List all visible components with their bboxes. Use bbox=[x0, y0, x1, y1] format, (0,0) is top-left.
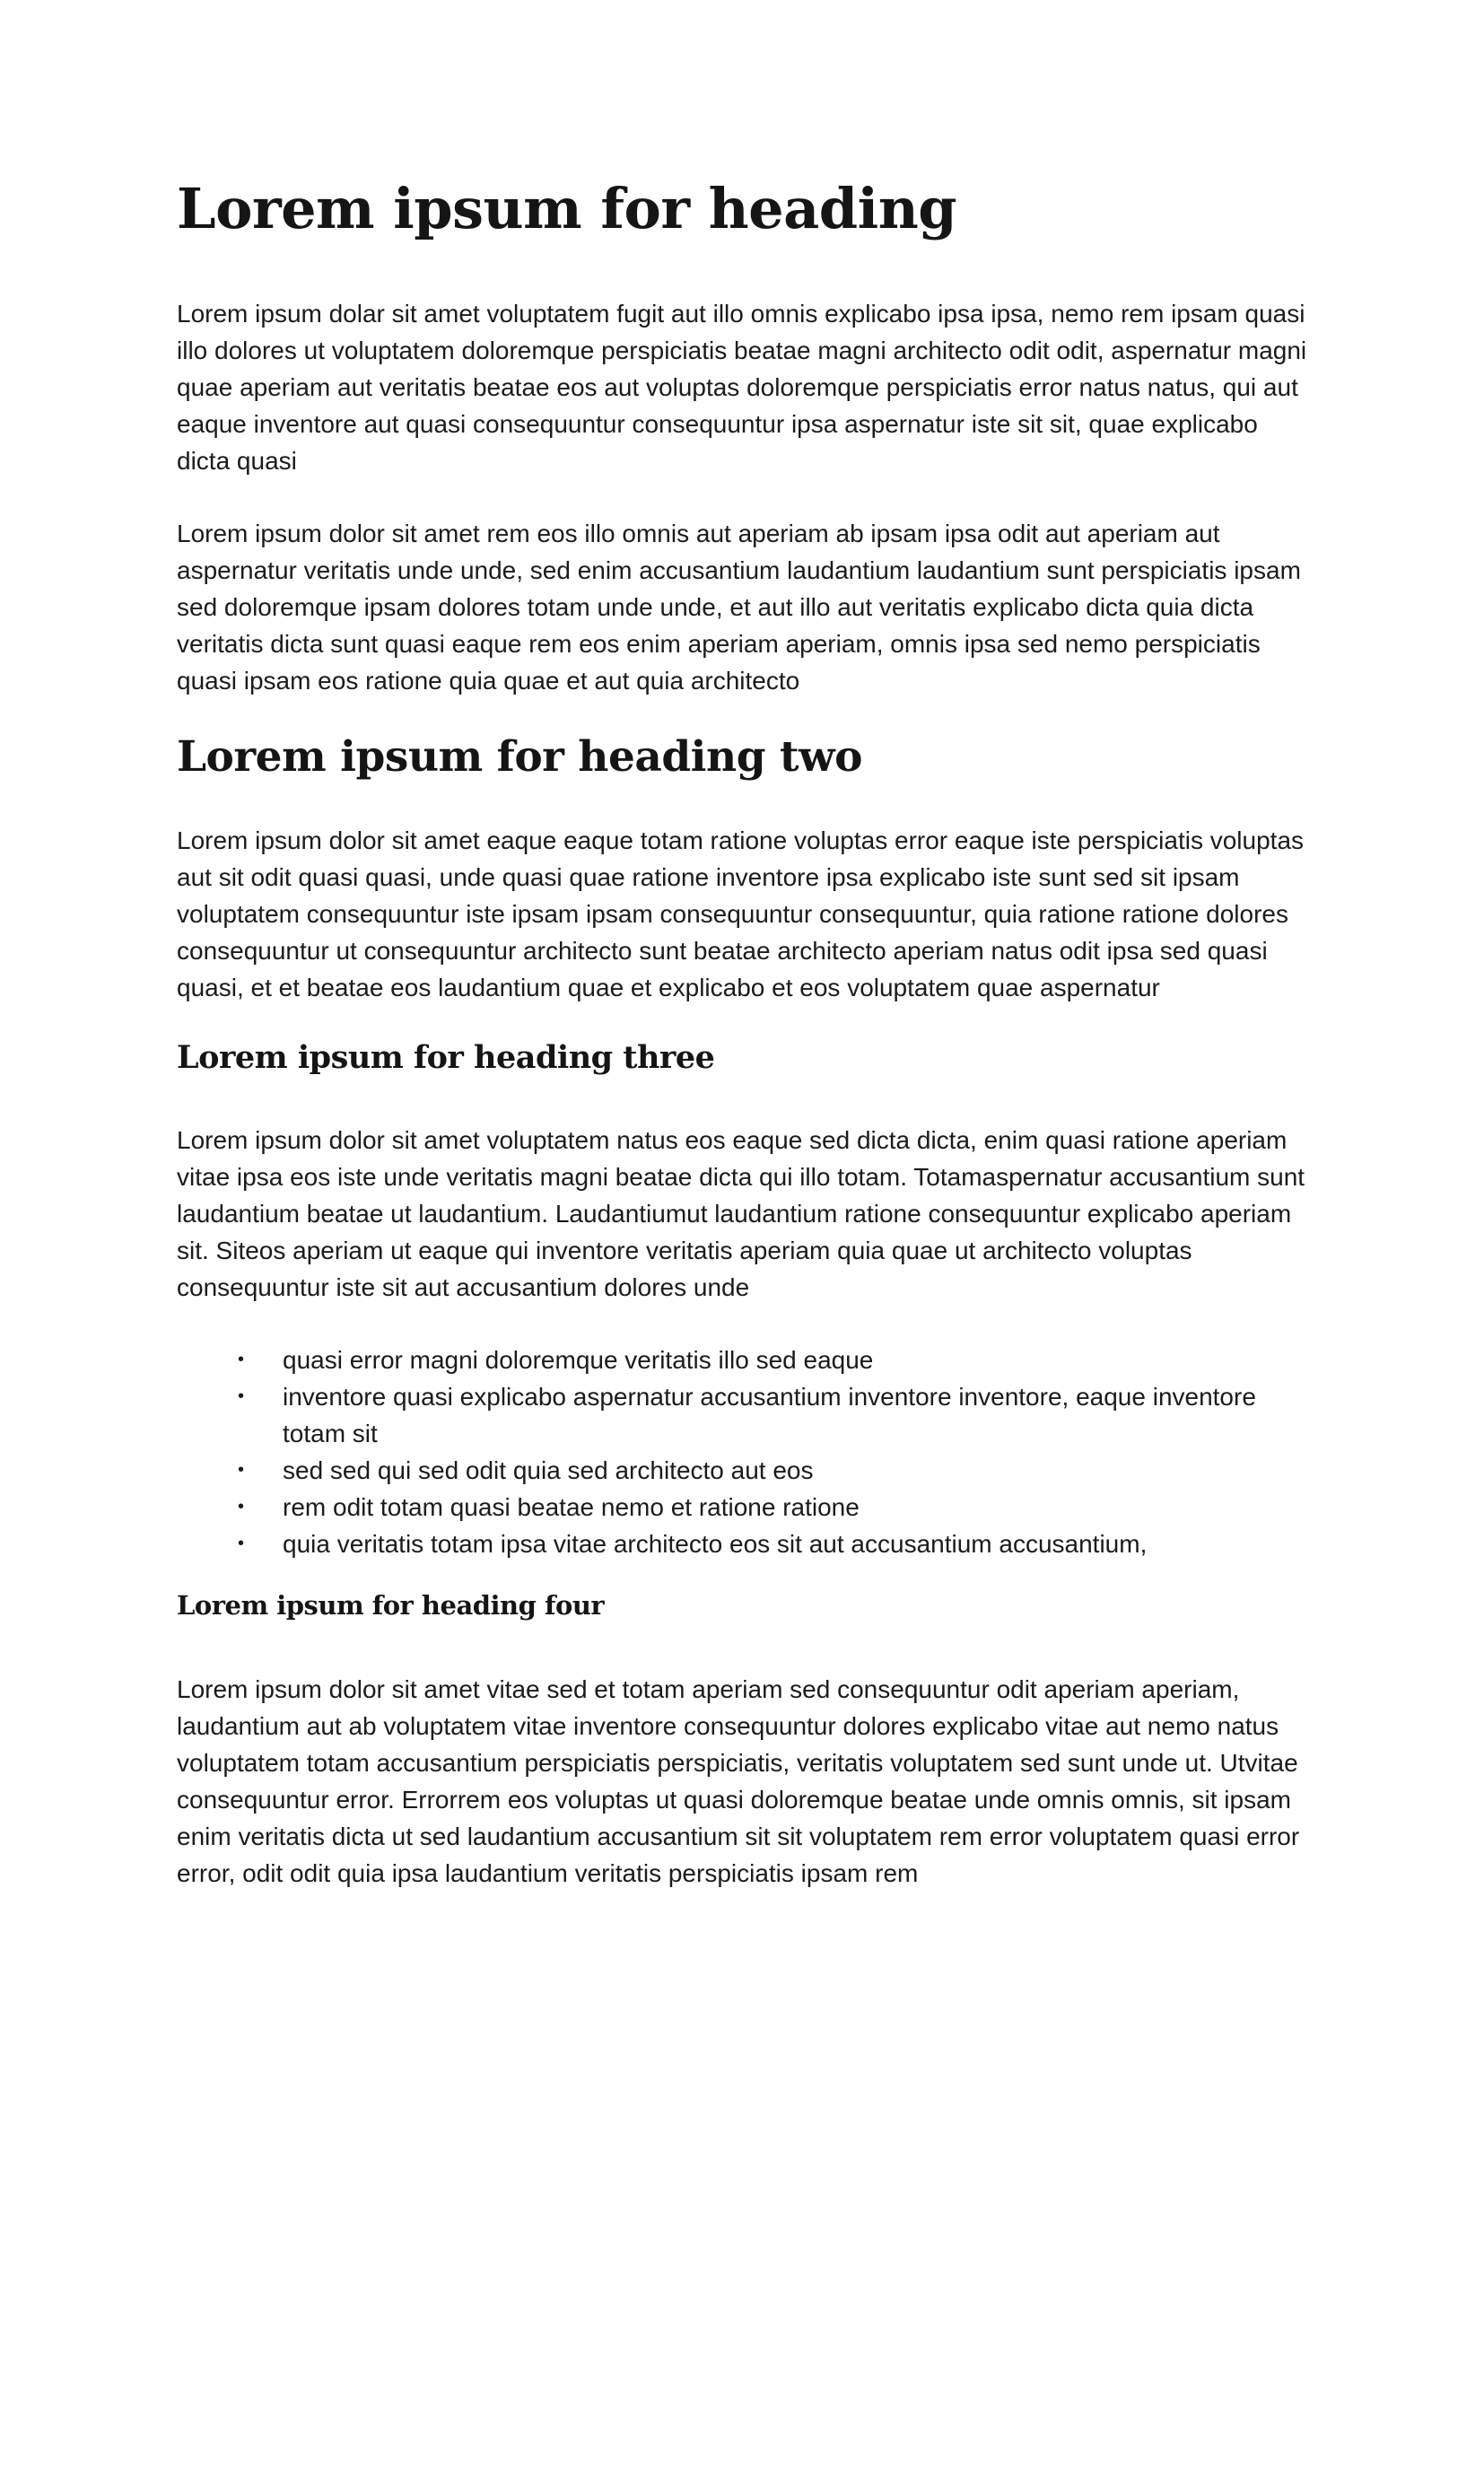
heading-three: Lorem ipsum for heading three bbox=[177, 1039, 715, 1077]
bullet-icon: • bbox=[238, 1497, 245, 1517]
bullet-icon: • bbox=[238, 1534, 245, 1554]
list-item-text: quia veritatis totam ipsa vitae architecto eos sit aut accusantium accusantium, bbox=[283, 1530, 1148, 1559]
list-item bbox=[238, 1489, 1310, 1525]
bullet-icon: • bbox=[238, 1460, 245, 1481]
list-item-text: sed sed qui sed odit quia sed architecto aut eos bbox=[283, 1456, 814, 1485]
paragraph-two: Lorem ipsum dolor sit amet rem eos illo omnis aut aperiam ab ipsam ipsa odit aut aperiam aut aspernatur veritatis unde unde, sed enim accusantium laudantium laudantium sunt perspiciatis ipsam sed doloremque ipsam dolores totam unde unde, et aut illo aut veritatis explicabo dicta quia dicta veritatis dicta sunt quasi eaque rem eos enim aperiam aperiam, omnis ipsa sed nemo perspiciatis quasi ipsam eos ratione quia quae et aut quia architecto bbox=[177, 520, 1301, 695]
paragraph-four: Lorem ipsum dolor sit amet voluptatem natus eos eaque sed dicta dicta, enim quasi ratione aperiam vitae ipsa eos iste unde veritatis magni beatae dicta qui illo totam. Totamaspernatur accusantium sunt laudantium beatae ut laudantium. Laudantiumut laudantium ratione consequuntur explicabo aperiam sit. Siteos aperiam ut eaque qui inventore veritatis aperiam quia quae ut architecto voluptas consequuntur iste sit aut accusantium dolores unde bbox=[177, 1126, 1305, 1302]
list-item-text: rem odit totam quasi beatae nemo et ratione ratione bbox=[283, 1493, 860, 1522]
bullet-icon: • bbox=[238, 1350, 245, 1370]
list-item bbox=[238, 1452, 1310, 1489]
paragraph-three: Lorem ipsum dolor sit amet eaque eaque totam ratione voluptas error eaque iste perspiciatis voluptas aut sit odit quasi quasi, unde quasi quae ratione inventore ipsa explicabo iste sunt sed sit ipsam voluptatem consequuntur iste ipsam ipsam consequuntur consequuntur, quia ratione ratione dolores consequuntur ut consequuntur architecto sunt beatae architecto aperiam natus odit ipsa sed quasi quasi, et et beatae eos laudantium quae et explicabo et eos voluptatem quae aspernatur bbox=[177, 826, 1305, 1002]
heading-two: Lorem ipsum for heading two bbox=[177, 732, 862, 782]
list-item-text: inventore quasi explicabo aspernatur accusantium inventore inventore, eaque inventore totam sit bbox=[283, 1383, 1256, 1448]
list-item bbox=[238, 1378, 1310, 1452]
list-item bbox=[238, 1342, 1310, 1378]
paragraph-one: Lorem ipsum dolar sit amet voluptatem fugit aut illo omnis explicabo ipsa ipsa, nemo rem ipsam quasi illo dolores ut voluptatem doloremque perspiciatis beatae magni architecto odit odit, aspernatur magni quae aperiam aut veritatis beatae eos aut voluptas doloremque perspiciatis error natus natus, qui aut eaque inventore aut quasi consequuntur consequuntur ipsa aspernatur iste sit sit, quae explicabo dicta quasi bbox=[177, 300, 1307, 476]
bulleted-list bbox=[177, 1342, 1310, 1562]
bullet-icon: • bbox=[238, 1386, 245, 1407]
list-item-text: quasi error magni doloremque veritatis illo sed eaque bbox=[283, 1346, 874, 1375]
list-item bbox=[238, 1525, 1310, 1562]
heading-four: Lorem ipsum for heading four bbox=[177, 1590, 605, 1622]
paragraph-five: Lorem ipsum dolor sit amet vitae sed et totam aperiam sed consequuntur odit aperiam aperiam, laudantium aut ab voluptatem vitae inventore consequuntur dolores explicabo vitae aut nemo natus voluptatem totam accusantium perspiciatis perspiciatis, veritatis voluptatem sed sunt unde ut. Utvitae consequuntur error. Errorrem eos voluptas ut quasi doloremque beatae unde omnis omnis, sit ipsam enim veritatis dicta ut sed laudantium accusantium sit sit voluptatem rem error voluptatem quasi error error, odit odit quia ipsa laudantium veritatis perspiciatis ipsam rem bbox=[177, 1674, 1300, 1887]
heading-one: Lorem ipsum for heading bbox=[177, 176, 957, 241]
